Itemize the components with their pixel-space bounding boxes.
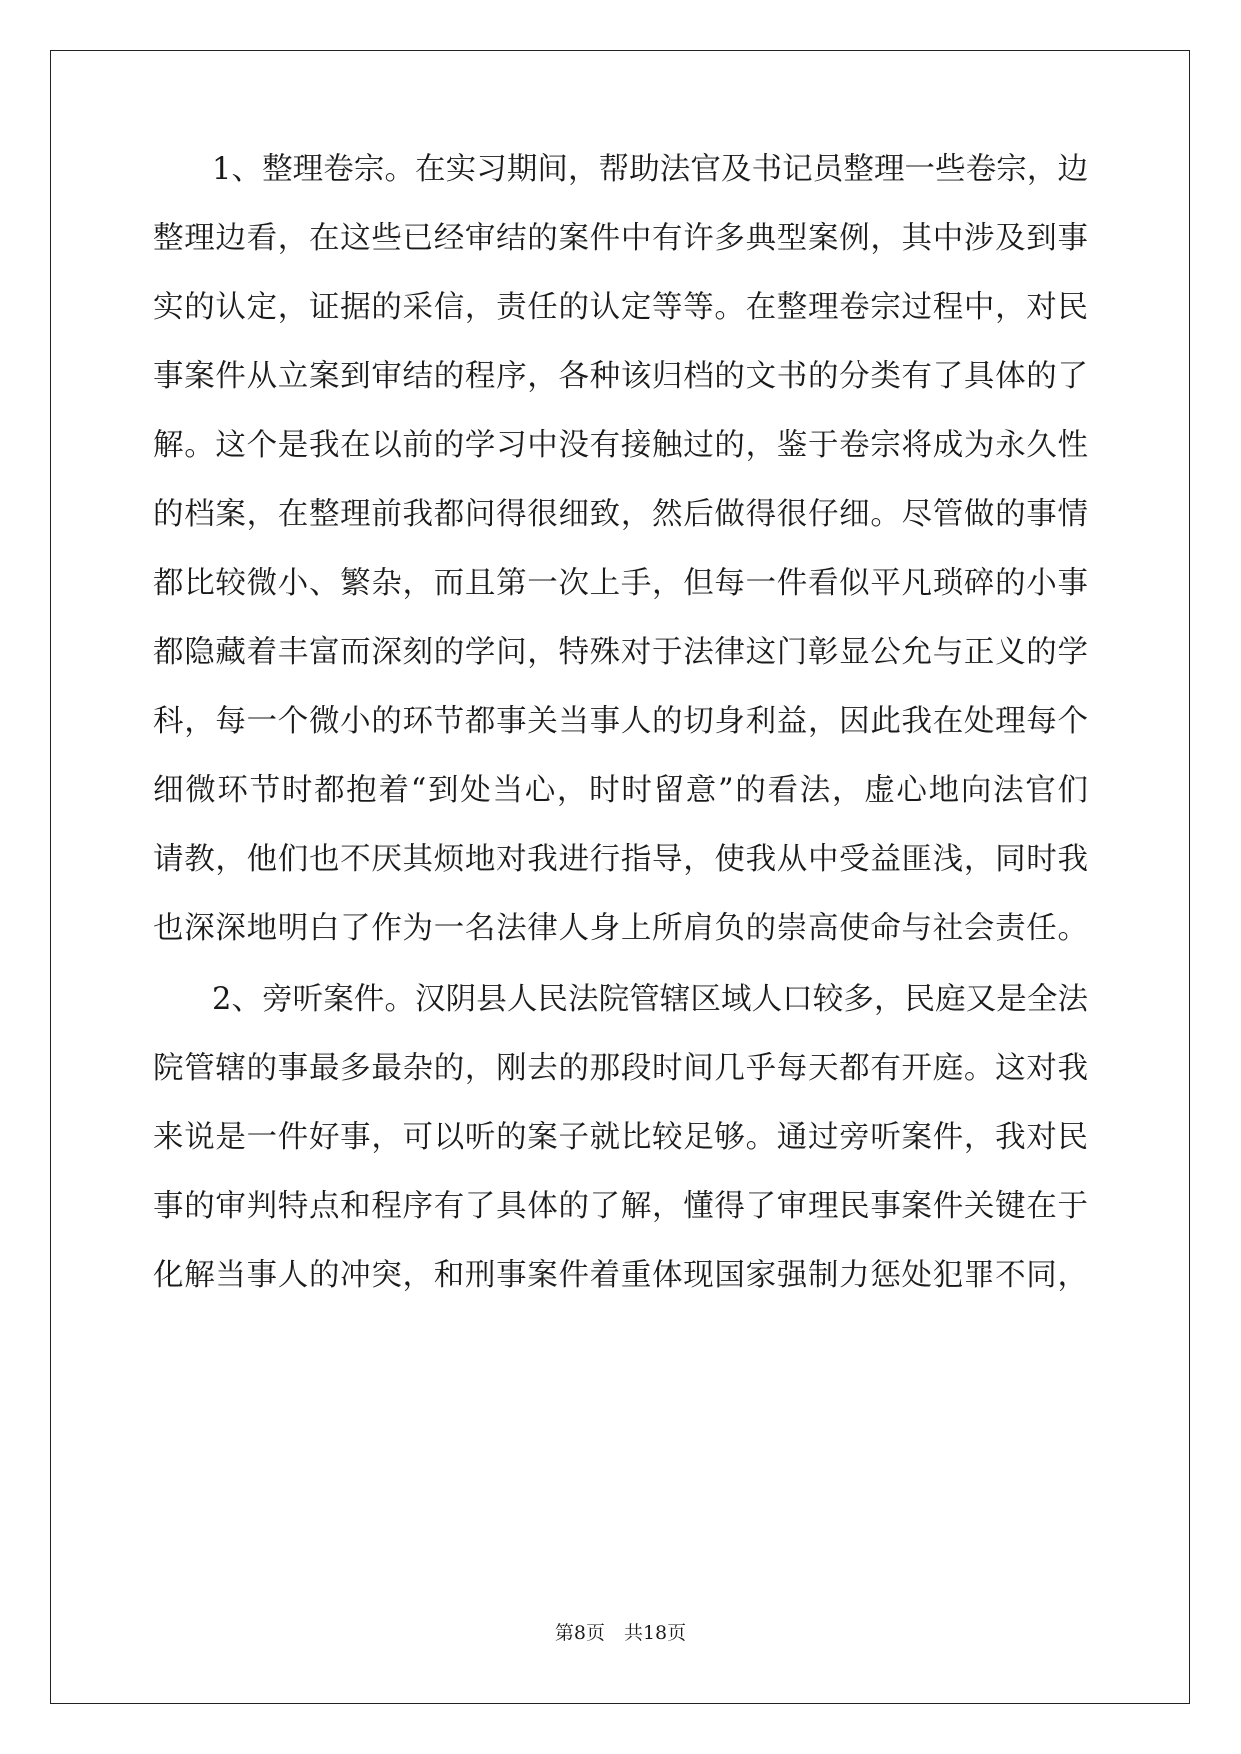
paragraph-2-line-2: 院管辖的事最多最杂的，刚去的那段时间几乎每天都有开庭。这对我 (153, 1051, 1088, 1086)
paragraph-1-line-11: 请教，他们也不厌其烦地对我进行指导，使我从中受益匪浅，同时我 (153, 842, 1088, 877)
page-number-footer: 第8页 共18页 (554, 1622, 687, 1644)
paragraph-1-line-8: 都隐藏着丰富而深刻的学问，特殊对于法律这门彰显公允与正义的学 (153, 635, 1088, 670)
paragraph-2-line-3: 来说是一件好事，可以听的案子就比较足够。通过旁听案件，我对民 (153, 1120, 1088, 1155)
paragraph-1-line-4: 事案件从立案到审结的程序，各种该归档的文书的分类有了具体的了 (153, 359, 1088, 394)
paragraph-1-line-12: 也深深地明白了作为一名法律人身上所肩负的崇高使命与社会责任。 (153, 911, 1088, 946)
paragraph-2-line-1: 2、旁听案件。汉阴县人民法院管辖区域人口较多，民庭又是全法 (212, 982, 1088, 1017)
paragraph-1-line-7: 都比较微小、繁杂，而且第一次上手，但每一件看似平凡琐碎的小事 (153, 566, 1088, 601)
paragraph-2-line-4: 事的审判特点和程序有了具体的了解，懂得了审理民事案件关键在于 (153, 1189, 1088, 1224)
paragraph-1-line-10: 细微环节时都抱着“到处当心，时时留意”的看法，虚心地向法官们 (153, 773, 1088, 808)
paragraph-1-line-6: 的档案，在整理前我都问得很细致，然后做得很仔细。尽管做的事情 (153, 497, 1088, 532)
paragraph-1-line-3: 实的认定，证据的采信，责任的认定等等。在整理卷宗过程中，对民 (153, 290, 1088, 325)
paragraph-1-line-2: 整理边看，在这些已经审结的案件中有许多典型案例，其中涉及到事 (153, 221, 1088, 256)
paragraph-1-line-5: 解。这个是我在以前的学习中没有接触过的，鉴于卷宗将成为永久性 (153, 428, 1088, 463)
paragraph-1-line-9: 科，每一个微小的环节都事关当事人的切身利益，因此我在处理每个 (153, 704, 1088, 739)
paragraph-2-line-5: 化解当事人的冲突，和刑事案件着重体现国家强制力惩处犯罪不同， (153, 1258, 1088, 1293)
paragraph-1-line-1: 1、整理卷宗。在实习期间，帮助法官及书记员整理一些卷宗，边 (212, 152, 1088, 187)
